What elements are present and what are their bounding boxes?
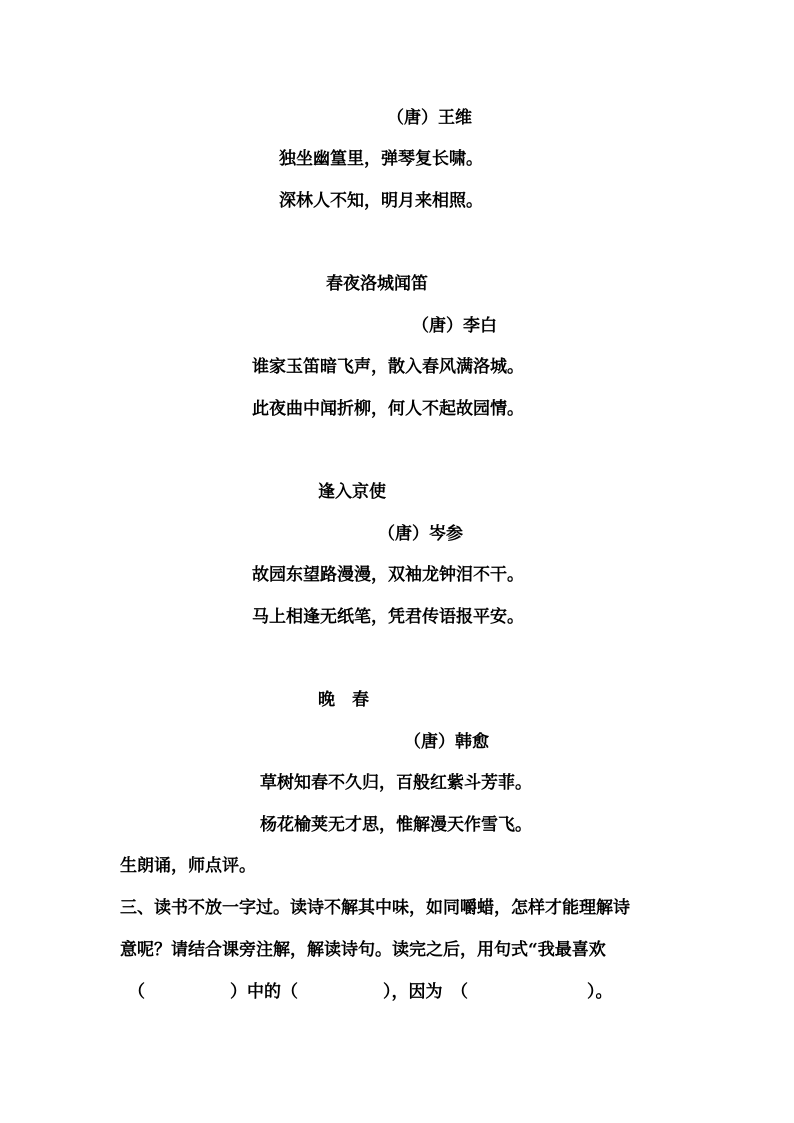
poem4-title: 晚 春 bbox=[318, 690, 369, 710]
poem2-line-1: 谁家玉笛暗飞声，散入春风满洛城。 bbox=[252, 357, 524, 377]
poem2-line-2: 此夜曲中闻折柳，何人不起故园情。 bbox=[252, 399, 524, 419]
poem2-author: （唐）李白 bbox=[412, 316, 497, 336]
poem1-line-1: 独坐幽篁里，弹琴复长啸。 bbox=[279, 149, 483, 169]
poem2-title: 春夜洛城闻笛 bbox=[326, 274, 428, 294]
poem4-line-1: 草树知春不久归，百般红紫斗芳菲。 bbox=[260, 773, 532, 793]
paragraph-section-three: 三、读书不放一字过。读诗不解其中味，如同嚼蜡，怎样才能理解诗 bbox=[120, 898, 630, 918]
poem3-author: （唐）岑参 bbox=[378, 524, 463, 544]
poem3-line-1: 故园东望路漫漫，双袖龙钟泪不干。 bbox=[252, 565, 524, 585]
poem4-line-2: 杨花榆荚无才思，惟解漫天作雪飞。 bbox=[260, 815, 532, 835]
paragraph-fill-blank: （ ）中的（ ），因为 （ ）。 bbox=[128, 982, 613, 1002]
poem1-line-2: 深林人不知，明月来相照。 bbox=[279, 191, 483, 211]
poem3-title: 逢入京使 bbox=[318, 482, 386, 502]
paragraph-instruction: 意呢？请结合课旁注解，解读诗句。读完之后，用句式“我最喜欢 bbox=[120, 940, 606, 960]
poem3-line-2: 马上相逢无纸笔，凭君传语报平安。 bbox=[252, 607, 524, 627]
poem1-author: （唐）王维 bbox=[387, 108, 472, 128]
paragraph-recitation: 生朗诵，师点评。 bbox=[120, 856, 256, 876]
poem4-author: （唐）韩愈 bbox=[404, 732, 489, 752]
